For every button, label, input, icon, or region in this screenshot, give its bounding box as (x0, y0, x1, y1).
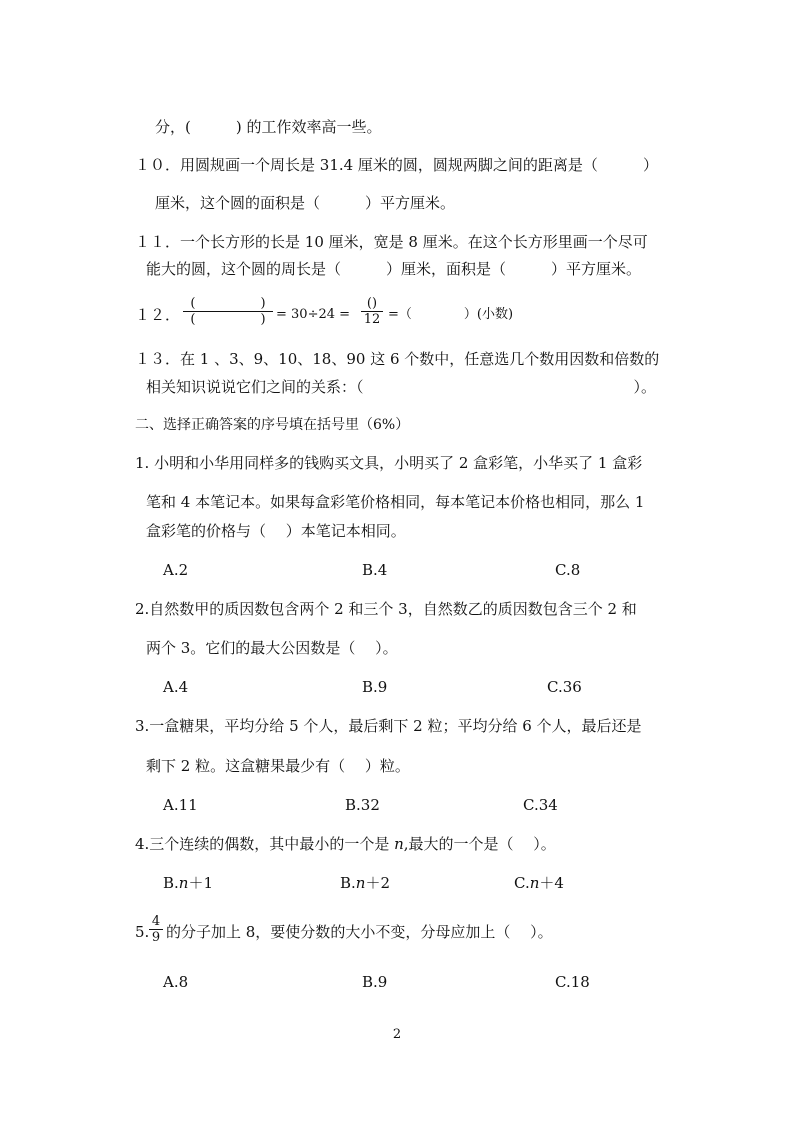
choice-4-text-b: ,最大的一个是（ ）。 (403, 835, 556, 853)
page-number: 2 (392, 1027, 402, 1042)
choice-5-text: 的分子加上 8，要使分数的大小不变，分母应加上（ ）。 (166, 923, 553, 941)
q9-tail: 分，( ) 的工作效率高一些。 (155, 118, 382, 136)
choice-5-fraction-numerator: 4 (151, 914, 161, 929)
choice-2-option-c: C.36 (547, 678, 582, 696)
choice-1-line3: 盒彩笔的价格与（ ）本笔记本相同。 (146, 522, 406, 540)
choice-4-line (135, 834, 556, 854)
variable-n: n (529, 874, 540, 892)
option-tail: ＋1 (188, 874, 214, 892)
choice-3-line2: 剩下 2 粒。这盒糖果最少有（ ）粒。 (146, 757, 410, 775)
q10-line1: １０．用圆规画一个周长是 31.4 厘米的圆，圆规两脚之间的距离是（ ） (135, 156, 658, 174)
choice-5-fraction (149, 914, 163, 945)
q11-line2: 能大的圆，这个圆的周长是（ ）厘米，面积是（ ）平方厘米。 (146, 260, 642, 278)
choice-5-option-c: C.18 (555, 973, 590, 991)
option-tail: ＋4 (539, 874, 564, 892)
choice-1-option-b: B.4 (362, 561, 388, 579)
option-letter: B. (340, 874, 356, 892)
q11-line1: １１．一个长方形的长是 10 厘米，宽是 8 厘米。在这个长方形里画一个尽可 (135, 233, 648, 251)
choice-2-option-b: B.9 (362, 678, 388, 696)
choice-4-option-b (340, 873, 390, 893)
q12-fraction-2 (361, 296, 383, 327)
q12-fraction-2-numerator: () (366, 296, 378, 311)
q13-line1: １３．在 1 、3、9、10、18、90 这 6 个数中，任意选几个数用因数和倍数的 (135, 350, 660, 368)
q12-fraction-1-denominator: ( ) (190, 312, 266, 327)
choice-4-option-c (514, 873, 564, 893)
choice-3-option-b: B.32 (345, 796, 380, 814)
option-letter: C. (514, 874, 530, 892)
choice-3-option-c: C.34 (523, 796, 558, 814)
q12-tail: =（ ）(小数) (388, 307, 514, 322)
q12-fraction-1-numerator: ( ) (190, 296, 266, 311)
choice-1-option-a: A.2 (163, 561, 189, 579)
choice-5-option-a: A.8 (163, 973, 189, 991)
option-letter: B. (163, 874, 179, 892)
q12-fraction-2-denominator: 12 (363, 312, 381, 327)
choice-2-option-a: A.4 (163, 678, 189, 696)
section-2-title: 二、选择正确答案的序号填在括号里（6%） (135, 417, 410, 433)
q12-middle: = 30÷24 = (276, 307, 351, 322)
option-tail: ＋2 (365, 874, 391, 892)
variable-n: n (355, 874, 366, 892)
choice-5-option-b: B.9 (362, 973, 388, 991)
q13-line2: 相关知识说说它们之间的关系：（ ）。 (146, 378, 657, 396)
choice-1-option-c: C.8 (555, 561, 581, 579)
choice-2-line2: 两个 3。它们的最大公因数是（ ）。 (146, 639, 398, 657)
choice-5-number: 5. (135, 923, 150, 941)
variable-n: n (394, 835, 404, 853)
q10-line2: 厘米，这个圆的面积是（ ）平方厘米。 (155, 194, 456, 212)
choice-2-line1: 2.自然数甲的质因数包含两个 2 和三个 3，自然数乙的质因数包含三个 2 和 (135, 600, 637, 618)
choice-3-option-a: A.11 (163, 796, 198, 814)
variable-n: n (178, 874, 189, 892)
choice-1-line1: 1. 小明和小华用同样多的钱购买文具，小明买了 2 盒彩笔，小华买了 1 盒彩 (135, 454, 643, 472)
choice-1-line2: 笔和 4 本笔记本。如果每盒彩笔价格相同，每本笔记本价格也相同，那么 1 (146, 493, 645, 511)
q12-fraction-1 (183, 296, 273, 327)
choice-4-text-a: 4.三个连续的偶数，其中最小的一个是 (135, 835, 395, 853)
choice-5-fraction-denominator: 9 (151, 930, 161, 945)
choice-4-option-a (163, 873, 213, 893)
q12-number: １２． (135, 306, 181, 324)
choice-3-line1: 3.一盒糖果，平均分给 5 个人，最后剩下 2 粒；平均分给 6 个人，最后还是 (135, 717, 642, 735)
